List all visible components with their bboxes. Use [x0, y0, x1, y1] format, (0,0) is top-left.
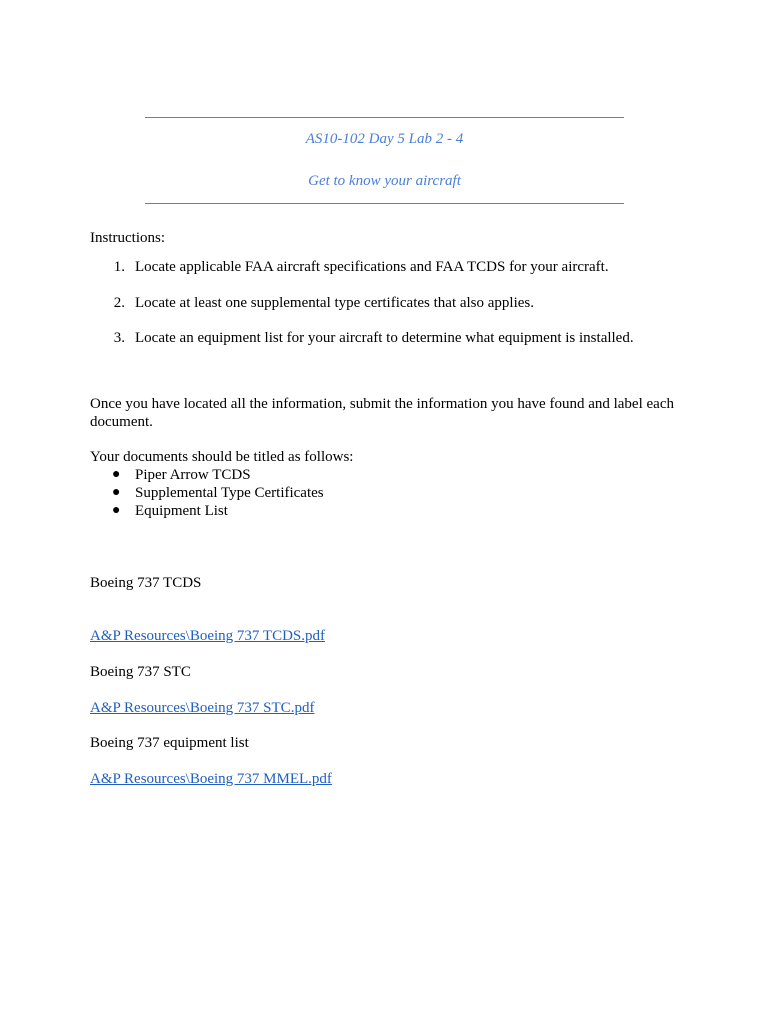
- bullet-icon: ●: [112, 503, 121, 518]
- list-item-number: 3.: [113, 330, 125, 346]
- doc-heading-stc: Boeing 737 STC: [90, 664, 191, 680]
- submit-paragraph: Once you have located all the information, submit the information you have found and label each document.: [90, 396, 674, 430]
- list-item-text: Locate an equipment list for your aircraft to determine what equipment is installed.: [135, 330, 634, 346]
- bullet-item: Supplemental Type Certificates: [135, 485, 324, 501]
- list-item-text: Locate at least one supplemental type certificates that also applies.: [135, 295, 535, 311]
- doc-heading-tcds: Boeing 737 TCDS: [90, 575, 202, 591]
- bullet-icon: ●: [112, 467, 121, 482]
- link-mmel-pdf[interactable]: A&P Resources\Boeing 737 MMEL.pdf: [90, 771, 332, 787]
- list-item-number: 1.: [113, 259, 125, 275]
- list-item-text: Locate applicable FAA aircraft specifications and FAA TCDS for your aircraft.: [135, 259, 609, 275]
- bullet-item: Piper Arrow TCDS: [135, 467, 251, 483]
- titles-intro: Your documents should be titled as follows:: [90, 449, 354, 465]
- instructions-label: Instructions:: [90, 230, 165, 246]
- doc-heading-equipment: Boeing 737 equipment list: [90, 735, 249, 751]
- document-title: AS10-102 Day 5 Lab 2 - 4: [305, 131, 464, 147]
- link-stc-pdf[interactable]: A&P Resources\Boeing 737 STC.pdf: [90, 700, 315, 716]
- link-tcds-pdf[interactable]: A&P Resources\Boeing 737 TCDS.pdf: [90, 628, 325, 644]
- header-top-rule: [145, 117, 624, 118]
- bullet-icon: ●: [112, 485, 121, 500]
- list-item-number: 2.: [113, 295, 125, 311]
- header-bottom-rule: [145, 203, 624, 204]
- document-subtitle: Get to know your aircraft: [308, 173, 461, 189]
- bullet-item: Equipment List: [135, 503, 228, 519]
